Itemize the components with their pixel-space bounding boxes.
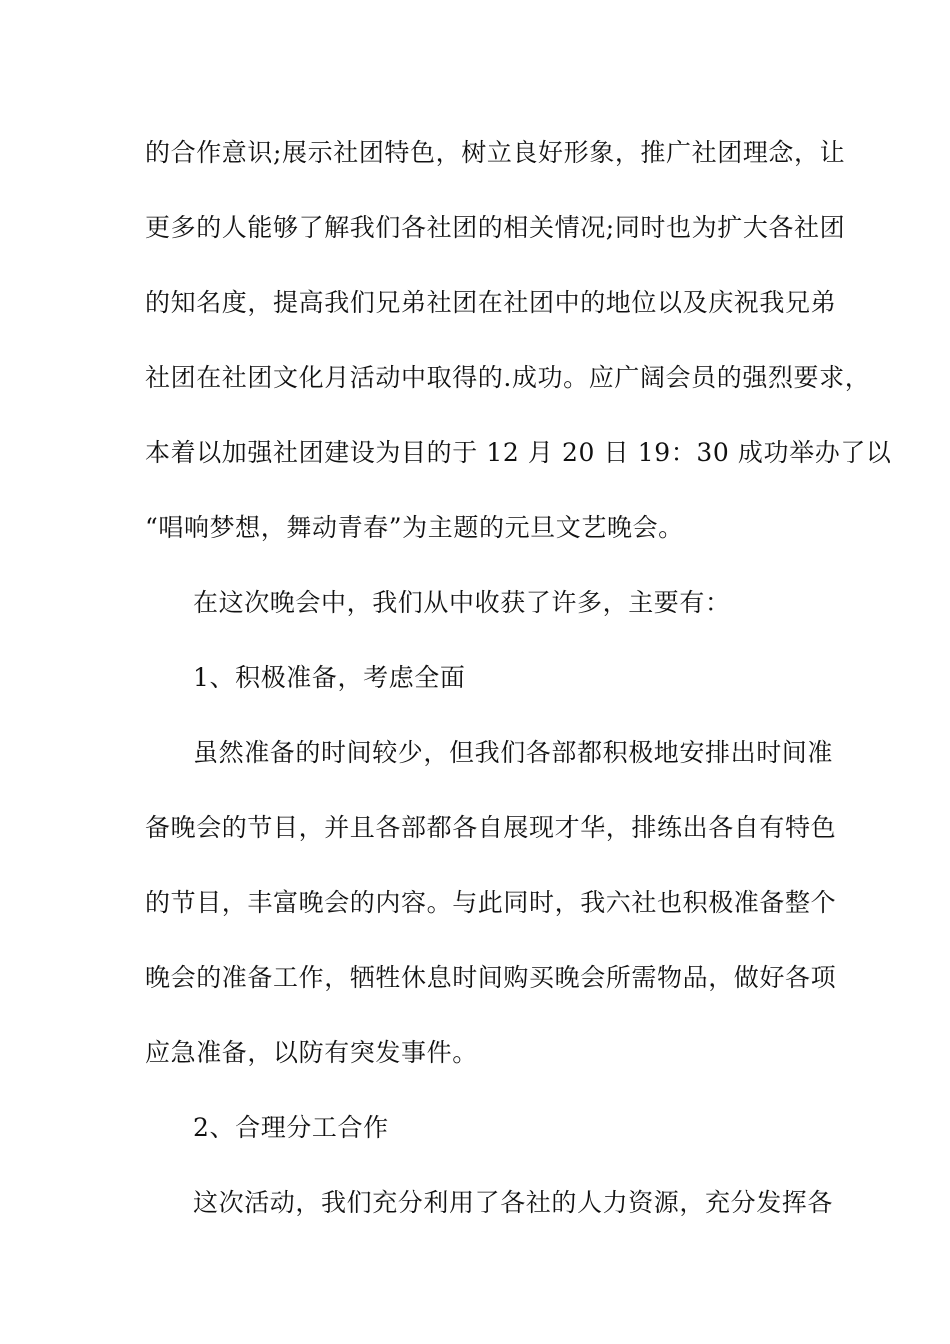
paragraph-line: 备晚会的节目，并且各部都各自展现才华，排练出各自有特色 xyxy=(145,813,837,842)
paragraph-line: 在这次晚会中，我们从中收获了许多，主要有： xyxy=(193,588,731,617)
paragraph-line: “唱响梦想，舞动青春”为主题的元旦文艺晚会。 xyxy=(145,513,684,542)
paragraph-line: 这次活动，我们充分利用了各社的人力资源，充分发挥各 xyxy=(193,1188,834,1217)
paragraph-line: 晚会的准备工作，牺牲休息时间购买晚会所需物品，做好各项 xyxy=(145,963,837,992)
paragraph-line: 本着以加强社团建设为目的于 12 月 20 日 19：30 成功举办了以 xyxy=(145,438,892,467)
paragraph-line: 的合作意识;展示社团特色，树立良好形象，推广社团理念，让 xyxy=(145,138,846,167)
paragraph-line: 虽然准备的时间较少，但我们各部都积极地安排出时间准 xyxy=(193,738,834,767)
paragraph-line: 的知名度，提高我们兄弟社团在社团中的地位以及庆祝我兄弟 xyxy=(145,288,837,317)
paragraph-line: 的节目，丰富晚会的内容。与此同时，我六社也积极准备整个 xyxy=(145,888,837,917)
paragraph-line: 社团在社团文化月活动中取得的.成功。应广阔会员的强烈要求， xyxy=(145,363,871,392)
section-heading: 2、合理分工合作 xyxy=(193,1113,389,1142)
paragraph-line: 更多的人能够了解我们各社团的相关情况;同时也为扩大各社团 xyxy=(145,213,846,242)
section-heading: 1、积极准备，考虑全面 xyxy=(193,663,466,692)
paragraph-line: 应急准备，以防有突发事件。 xyxy=(145,1038,478,1067)
